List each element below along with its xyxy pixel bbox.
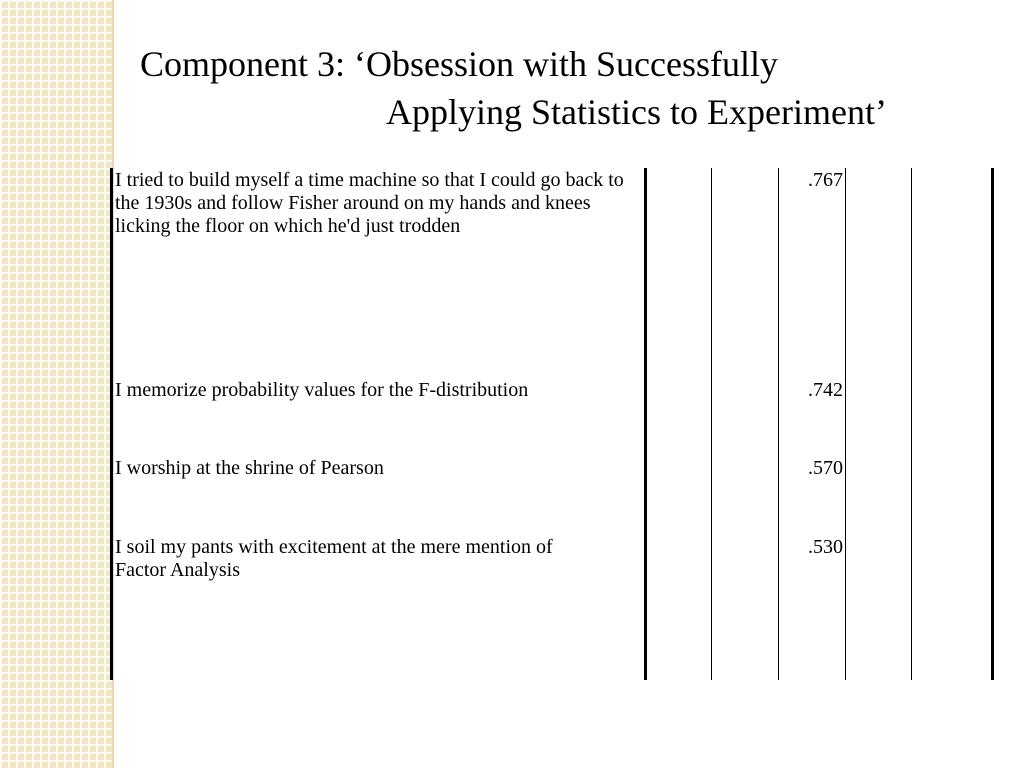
table-column-line: [711, 168, 712, 680]
table-row-item: I worship at the shrine of Pearson: [115, 457, 384, 479]
table-row-loading: .570: [808, 457, 843, 479]
slide-title: [140, 40, 1000, 136]
table-row-item: I memorize probability values for the F-distribution: [115, 379, 529, 401]
table-row-item: I soil my pants with excitement at the mere mention of Factor Analysis: [115, 536, 553, 581]
table-border-left: [110, 168, 113, 680]
table-divider-items: [644, 168, 647, 680]
table-column-line: [911, 168, 912, 680]
table-column-line: [845, 168, 846, 680]
table-row-item: I tried to build myself a time machine so that I could go back to the 1930s and follow Fisher around on my hands and knees licking the floor on which he'd just trodden: [115, 169, 624, 237]
title-line-1: Component 3: ‘Obsession with Successfully: [140, 44, 778, 84]
table-row-loading: .530: [808, 536, 843, 558]
table-border-right: [991, 168, 994, 680]
table-row-loading: .767: [808, 169, 843, 191]
title-line-2: Applying Statistics to Experiment’: [386, 92, 887, 132]
table-row-loading: .742: [808, 379, 843, 401]
table-column-line: [778, 168, 779, 680]
decorative-side-strip: [0, 0, 112, 768]
